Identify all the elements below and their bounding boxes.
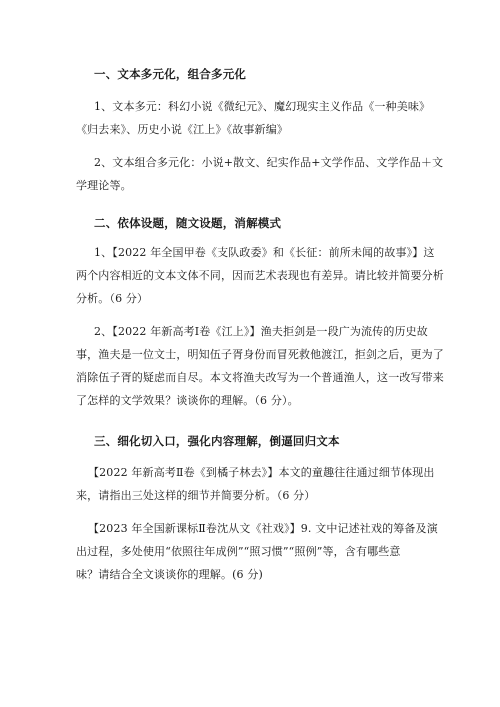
paragraph-line: 出过程，多处使用“依照往年成例”“照习惯”“照例”等，含有哪些意 xyxy=(76,545,401,558)
paragraph-line: 2、【2022 年新高考Ⅰ卷《江上》】渔夫拒剑是一段广为流传的历史故 xyxy=(94,325,428,338)
paragraph-line: 【2023 年全国新课标Ⅱ卷沈从文《社戏》】9. 文中记述社戏的筹备及演 xyxy=(88,522,438,535)
paragraph-line: 【2022 年新高考Ⅱ卷《到橘子林去》】本文的童趣往往通过细节体现出 xyxy=(88,466,435,479)
paragraph-line: 两个内容相近的文本文体不同，因而艺术表现也有差异。请比较并简要分析 xyxy=(76,269,444,282)
section-heading-1: 一、文本多元化，组合多元化 xyxy=(94,67,247,81)
section-heading-3: 三、细化切入口，强化内容理解，倒逼回归文本 xyxy=(94,434,340,448)
paragraph-line: 《归去来》、历史小说《江上》《故事新编》 xyxy=(76,123,288,136)
paragraph-line: 1、【2022 年全国甲卷《支队政委》和《长征：前所未闻的故事》】这 xyxy=(94,246,435,259)
paragraph-line: 学理论等。 xyxy=(76,179,132,192)
paragraph-2-2 xyxy=(76,320,444,412)
paragraph-line: 来，请指出三处这样的细节并简要分析。（6 分） xyxy=(76,489,316,502)
paragraph-line: 1、文本多元：科幻小说《微纪元》、魔幻现实主义作品《一种美味》 xyxy=(94,100,431,113)
paragraph-3-1 xyxy=(76,461,435,507)
paragraph-line: 味？请结合全文谈谈你的理解。(6 分) xyxy=(76,568,263,581)
paragraph-line: 事，渔夫是一位文士，明知伍子胥身份而冒死救他渡江，拒剑之后，更为了 xyxy=(76,348,444,361)
paragraph-line: 消除伍子胥的疑虑而自尽。本文将渔夫改写为一个普通渔人，这一改写带来 xyxy=(76,371,444,384)
paragraph-3-2 xyxy=(76,517,438,586)
paragraph-1-2 xyxy=(76,151,444,197)
paragraph-line: 分析。（6 分） xyxy=(76,292,149,305)
paragraph-1-1 xyxy=(76,95,434,141)
paragraph-line: 了怎样的文学效果？谈谈你的理解。（6 分）。 xyxy=(76,394,299,407)
section-heading-2: 二、依体设题，随文设题，消解模式 xyxy=(94,216,282,230)
paragraph-2-1 xyxy=(76,241,444,310)
paragraph-line: 2、文本组合多元化：小说+散文、纪实作品+文学作品、文学作品＋文 xyxy=(94,156,444,169)
